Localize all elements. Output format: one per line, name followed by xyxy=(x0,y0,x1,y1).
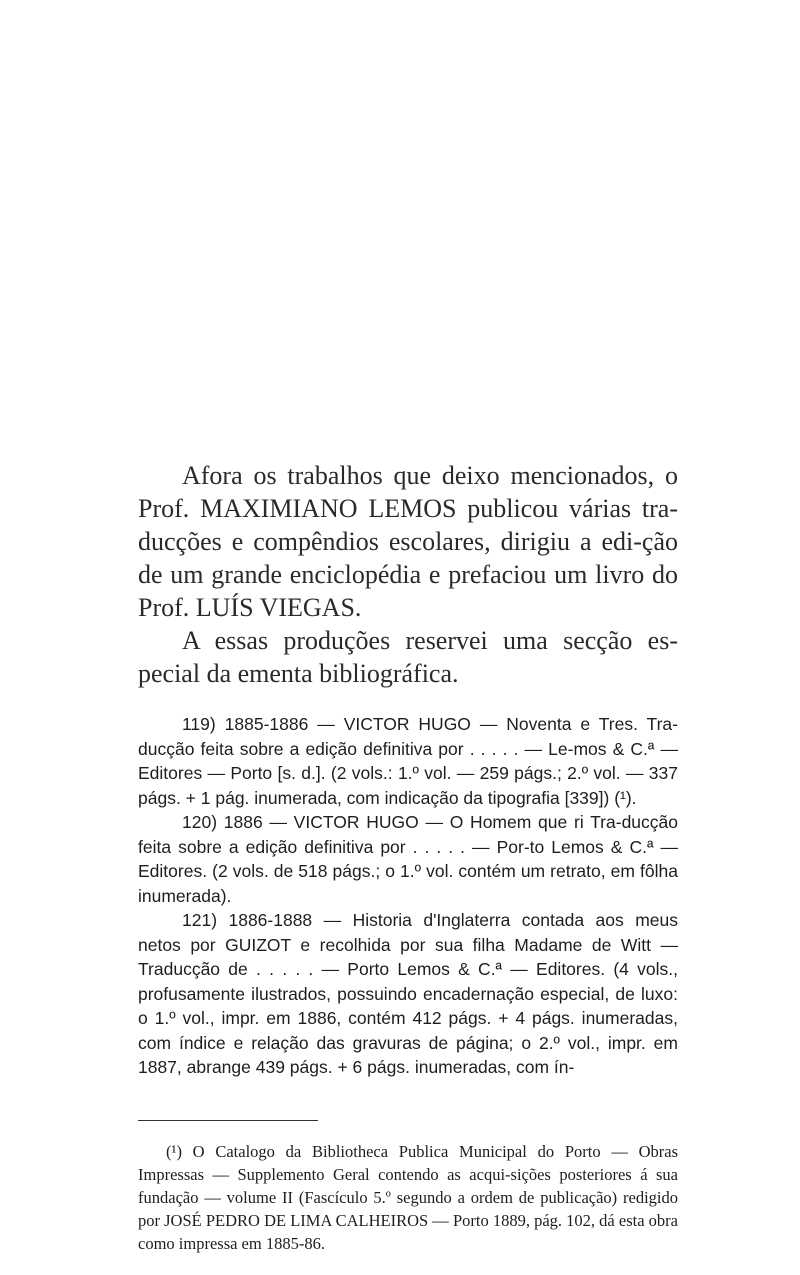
bibliography-entry: 120) 1886 — VICTOR HUGO — O Homem que ri Tra-ducção feita sobre a edição definitiva por . . . . . — Por-to Lemos & C.ª — Editores. (2 vols. de 518 págs.; o 1.º vol. contém um retrato, em fôlha inumerada). xyxy=(138,812,678,906)
footnote-divider xyxy=(138,1120,318,1121)
intro-paragraph: A essas produções reservei uma secção es-pecial da ementa bibliográfica. xyxy=(138,626,678,688)
intro-paragraph: Afora os trabalhos que deixo mencionados, o Prof. MAXIMIANO LEMOS publicou várias tra-ducções e compêndios escolares, dirigiu a edi-ção de um grande enciclopédia e prefaciou um livro do Prof. LUÍS VIEGAS. xyxy=(138,461,678,622)
bibliography-entry: 119) 1885-1886 — VICTOR HUGO — Noventa e Tres. Tra-ducção feita sobre a edição definitiva por . . . . . — Le-mos & C.ª — Editores — Porto [s. d.]. (2 vols.: 1.º vol. — 259 págs.; 2.º vol. — 337 págs. + 1 pág. inumerada, com indicação da tipografia [339]) (¹). xyxy=(138,714,678,808)
intro-section xyxy=(138,459,678,690)
bibliography-entries xyxy=(138,712,678,1080)
bibliography-entry: 121) 1886-1888 — Historia d'Inglaterra contada aos meus netos por GUIZOT e recolhida por sua filha Madame de Witt — Traducção de . . . . . — Porto Lemos & C.ª — Editores. (4 vols., profusamente ilustrados, possuindo encadernação especial, de luxo: o 1.º vol., impr. em 1886, contém 412 págs. + 4 págs. inumeradas, com índice e relação das gravuras de página; o 2.º vol., impr. em 1887, abrange 439 págs. + 6 págs. inumeradas, com ín- xyxy=(138,910,678,1077)
footnote xyxy=(138,1140,678,1255)
footnote-text: (¹) O Catalogo da Bibliotheca Publica Municipal do Porto — Obras Impressas — Supplemento Geral contendo as acqui-sições posteriores á sua fundação — volume II (Fascículo 5.º segundo a ordem de publicação) redigido por JOSÉ PEDRO DE LIMA CALHEIROS — Porto 1889, pág. 102, dá esta obra como impressa em 1885-86. xyxy=(138,1142,678,1253)
